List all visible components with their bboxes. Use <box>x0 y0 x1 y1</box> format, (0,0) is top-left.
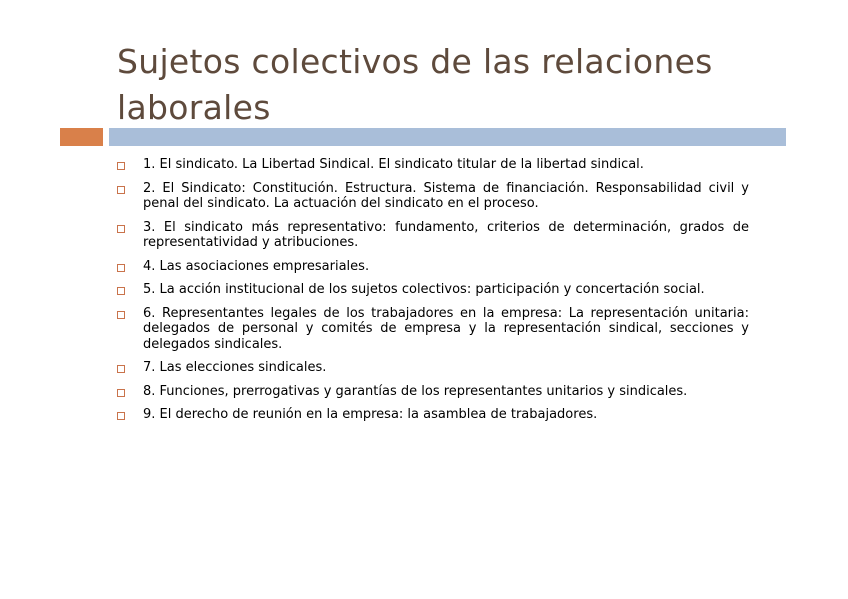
title-accent-orange-bar <box>60 128 103 146</box>
hollow-square-icon <box>117 412 125 420</box>
list-item <box>117 384 749 400</box>
list-item <box>117 220 749 251</box>
title-accent-blue-bar <box>109 128 786 146</box>
hollow-square-icon <box>117 365 125 373</box>
list-item <box>117 259 749 275</box>
list-item <box>117 181 749 212</box>
list-item-text: 7. Las elecciones sindicales. <box>143 360 327 375</box>
hollow-square-icon <box>117 287 125 295</box>
list-item <box>117 282 749 298</box>
topic-list <box>117 157 749 431</box>
list-item <box>117 360 749 376</box>
hollow-square-icon <box>117 186 125 194</box>
list-item-text: 5. La acción institucional de los sujetos colectivos: participación y concertación social. <box>143 282 705 297</box>
list-item <box>117 157 749 173</box>
list-item-text: 8. Funciones, prerrogativas y garantías de los representantes unitarios y sindicales. <box>143 383 688 399</box>
list-item <box>117 407 749 423</box>
list-item-text: 6. Representantes legales de los trabajadores en la empresa: La representación unitaria: delegados de personal y comités de empresa y la representación sindical, secciones y delegados sindicales. <box>143 305 749 352</box>
slide-title: Sujetos colectivos de las relaciones laborales <box>117 42 713 127</box>
list-item-text: 2. El Sindicato: Constitución. Estructura. Sistema de financiación. Responsabilidad civil y penal del sindicato. La actuación del sindicato en el proceso. <box>143 180 749 211</box>
hollow-square-icon <box>117 264 125 272</box>
hollow-square-icon <box>117 311 125 319</box>
list-item <box>117 306 749 353</box>
list-item-text: 4. Las asociaciones empresariales. <box>143 258 370 274</box>
list-item-text: 1. El sindicato. La Libertad Sindical. El sindicato titular de la libertad sindical. <box>143 157 644 172</box>
list-item-text: 3. El sindicato más representativo: fundamento, criterios de determinación, grados de representatividad y atribuciones. <box>143 219 749 250</box>
hollow-square-icon <box>117 162 125 170</box>
hollow-square-icon <box>117 225 125 233</box>
hollow-square-icon <box>117 389 125 397</box>
list-item-text: 9. El derecho de reunión en la empresa: la asamblea de trabajadores. <box>143 407 598 422</box>
